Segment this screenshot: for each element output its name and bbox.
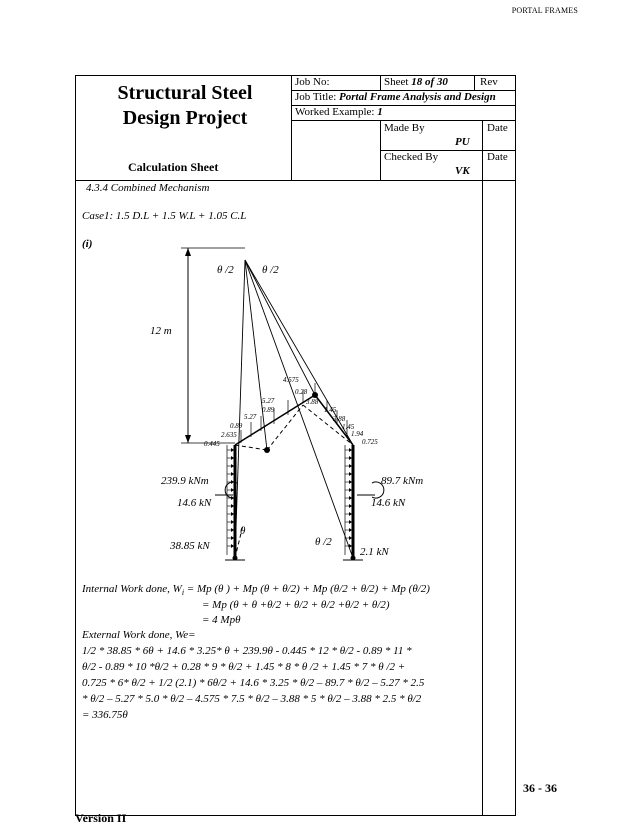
version-label: Version II	[75, 811, 127, 825]
load-label: 0.725	[362, 438, 378, 446]
load-label: 4.575	[283, 376, 299, 384]
part-label: (i)	[82, 238, 93, 250]
load-label: 1.94	[351, 430, 364, 438]
load-label: 0.445	[204, 440, 220, 448]
height-label: 12 m	[150, 325, 172, 337]
left-udl-arrows	[227, 445, 234, 555]
made-by-label: Made By	[384, 122, 425, 134]
load-label: 5.27	[262, 397, 275, 405]
external-work-line: * θ/2 – 5.27 * 5.0 * θ/2 – 4.575 * 7.5 * θ/2 – 3.88 * 5 * θ/2 – 3.88 * 2.5 * θ/2	[82, 693, 422, 705]
theta-half-left: θ /2	[217, 264, 234, 276]
theta-half-right: θ /2	[262, 264, 279, 276]
page-number: 36 - 36	[523, 781, 557, 795]
divider	[291, 120, 516, 121]
page-header: PORTAL FRAMES	[511, 6, 578, 15]
load-label: 3.88	[333, 415, 346, 423]
reaction-left-label: 38.85 kN	[170, 540, 210, 552]
divider	[380, 75, 381, 90]
calc-sheet-label: Calculation Sheet	[128, 160, 219, 174]
external-work-line: 0.725 * 6* θ/2 + 1/2 (2.1) * 6θ/2 + 14.6 * 3.25 * θ/2 – 89.7 * θ/2 – 5.27 * 2.5	[82, 677, 425, 689]
job-title-label: Job Title:	[295, 91, 337, 103]
height-dim-arrow-top	[185, 248, 191, 256]
moment-left-label: 239.9 kNm	[161, 475, 209, 487]
divider	[75, 180, 516, 181]
worked-example-label: Worked Example:	[295, 106, 375, 118]
load-label: 0.89	[262, 406, 275, 414]
checked-by-value: VK	[455, 165, 470, 177]
combined-mechanism-diagram	[75, 240, 475, 570]
project-title-line2: Design Project	[122, 107, 248, 129]
sheet-value: 18 of 30	[411, 76, 448, 88]
load-case: Case1: 1.5 D.L + 1.5 W.L + 1.05 C.L	[82, 210, 247, 222]
internal-work-line3: = 4 Mpθ	[202, 614, 241, 626]
job-title-row	[295, 91, 496, 103]
load-label: 3.88	[306, 398, 319, 406]
load-label: 5.27	[244, 413, 257, 421]
sheet-block	[384, 76, 448, 88]
worked-example-row	[295, 106, 383, 118]
divider	[482, 120, 483, 816]
hinge-dot	[264, 447, 270, 453]
worked-example-value: 1	[377, 106, 383, 118]
sheet-label: Sheet	[384, 76, 409, 88]
load-label: 0.89	[230, 422, 243, 430]
external-work-label: External Work done, We=	[82, 629, 196, 641]
load-label: 1.45	[324, 406, 337, 414]
external-work-line: 1/2 * 38.85 * 6θ + 14.6 * 3.25* θ + 239.9θ - 0.445 * 12 * θ/2 - 0.89 * 11 *	[82, 645, 412, 657]
job-title-value: Portal Frame Analysis and Design	[339, 91, 496, 103]
external-work-line: θ/2 - 0.89 * 10 *θ/2 + 0.28 * 9 * θ/2 + 1.45 * 8 * θ /2 + 1.45 * 7 * θ /2 +	[82, 661, 406, 673]
load-label: 2.635	[221, 431, 237, 439]
made-by-value: PU	[455, 136, 470, 148]
internal-work-line2: = Mp (θ + θ +θ/2 + θ/2 + θ/2 +θ/2 + θ/2)	[202, 599, 390, 611]
internal-work-line1: Internal Work done, $W_i = Mp$ (θ ) + Mp (θ + θ/2) + Mp (θ/2 + θ/2) + Mp (θ/2)	[82, 583, 430, 598]
height-dim-arrow-bottom	[185, 435, 191, 443]
force-left-label: 14.6 kN	[177, 497, 212, 509]
theta-half-bottom: θ /2	[315, 536, 332, 548]
section-heading: 4.3.4 Combined Mechanism	[86, 182, 210, 194]
load-label: 1.45	[342, 423, 355, 431]
project-title-line1: Structural Steel	[117, 82, 253, 104]
external-work-line: = 336.75θ	[82, 709, 128, 721]
divider	[474, 75, 475, 90]
force-right-label: 14.6 kN	[371, 497, 406, 509]
date-label-1: Date	[487, 122, 508, 134]
theta-column-label: θ	[240, 525, 246, 537]
reaction-right-label: 2.1 kN	[360, 546, 389, 558]
checked-by-label: Checked By	[384, 151, 439, 163]
load-label: 0.28	[295, 388, 308, 396]
date-label-2: Date	[487, 151, 508, 163]
rev-label: Rev	[480, 76, 498, 88]
job-no-label: Job No:	[295, 76, 330, 88]
moment-right-label: 89.7 kNm	[381, 475, 424, 487]
